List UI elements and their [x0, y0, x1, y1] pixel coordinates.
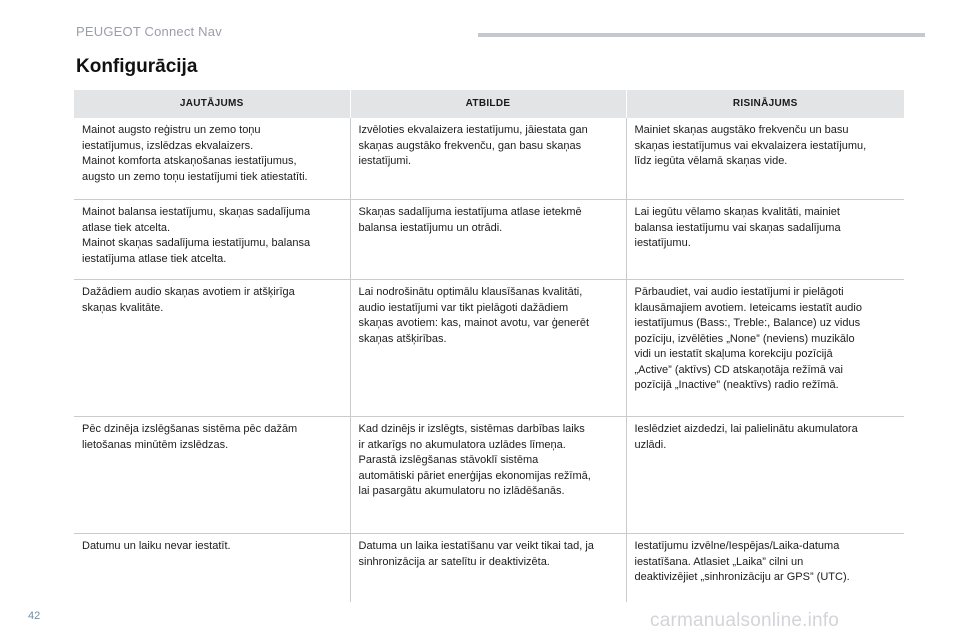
question-cell: Dažādiem audio skaņas avotiem ir atšķirīga skaņas kvalitāte. [74, 280, 350, 417]
solution-cell: Ieslēdziet aizdedzi, lai palielinātu akumulatora uzlādi. [626, 417, 904, 534]
column-header-answer: ATBILDE [350, 90, 626, 118]
answer-cell: Datuma un laika iestatīšanu var veikt tikai tad, ja sinhronizācija ar satelītu ir deaktivizēta. [350, 534, 626, 603]
table-header-row [74, 90, 904, 118]
answer-cell: Kad dzinējs ir izslēgts, sistēmas darbības laiks ir atkarīgs no akumulatora uzlādes līmeņa. Parastā izslēgšanas stāvoklī sistēma automātiski pāriet enerģijas ekonomijas režīmā, lai pasargātu akumulatoru no izlādēšanās. [350, 417, 626, 534]
answer-cell: Skaņas sadalījuma iestatījuma atlase ietekmē balansa iestatījumu un otrādi. [350, 200, 626, 280]
page-title: Konfigurācija [76, 56, 198, 77]
table-row [74, 118, 904, 200]
page-number: 42 [28, 610, 41, 622]
answer-cell: Lai nodrošinātu optimālu klausīšanas kvalitāti, audio iestatījumi var tikt pielāgoti dažādiem skaņas avotiem: kas, mainot avotu, var ģenerēt skaņas atšķirības. [350, 280, 626, 417]
header-divider-bar [478, 33, 925, 37]
table-row [74, 534, 904, 603]
solution-cell: Pārbaudiet, vai audio iestatījumi ir pielāgoti klausāmajiem avotiem. Ieteicams iestatīt audio iestatījumus (Bass:, Treble:, Balance) uz vidus pozīciju, izvēlēties „None” (neviens) muzikālo vidi un iestatīt skaļuma korekciju pozīcijā „Active” (aktīvs) CD atskaņotāja režīmā vai pozīcijā „Inactive” (neaktīvs) radio režīmā. [626, 280, 904, 417]
column-header-question: JAUTĀJUMS [74, 90, 350, 118]
question-cell: Mainot balansa iestatījumu, skaņas sadalījuma atlase tiek atcelta. Mainot skaņas sadalījuma iestatījumu, balansa iestatījuma atlase tiek atcelta. [74, 200, 350, 280]
site-watermark: carmanualsonline.info [650, 610, 840, 631]
question-cell: Datumu un laiku nevar iestatīt. [74, 534, 350, 603]
answer-cell: Izvēloties ekvalaizera iestatījumu, jāiestata gan skaņas augstāko frekvenču, gan basu skaņas iestatījumi. [350, 118, 626, 200]
solution-cell: Mainiet skaņas augstāko frekvenču un basu skaņas iestatījumus vai ekvalaizera iestatījumu, līdz iegūta vēlamā skaņas vide. [634, 124, 867, 167]
column-header-solution: RISINĀJUMS [626, 90, 904, 118]
document-header-brand: PEUGEOT Connect Nav [76, 24, 222, 39]
question-cell: Pēc dzinēja izslēgšanas sistēma pēc dažām lietošanas minūtēm izslēdzas. [74, 417, 350, 534]
table-row [74, 417, 904, 534]
table-row [74, 200, 904, 280]
solution-cell: Lai iegūtu vēlamo skaņas kvalitāti, mainiet balansa iestatījumu vai skaņas sadalījuma iestatījumu. [626, 200, 904, 280]
troubleshooting-table [74, 90, 904, 602]
question-cell: Mainot augsto reģistru un zemo toņu iestatījumus, izslēdzas ekvalaizers. Mainot komforta atskaņošanas iestatījumus, augsto un zemo toņu iestatījumi tiek atiestatīti. [74, 118, 350, 200]
table-row [74, 280, 904, 417]
solution-cell: Iestatījumu izvēlne/Iespējas/Laika-datuma iestatīšana. Atlasiet „Laika” cilni un deaktivizējiet „sinhronizāciju ar GPS” (UTC). [626, 534, 904, 603]
